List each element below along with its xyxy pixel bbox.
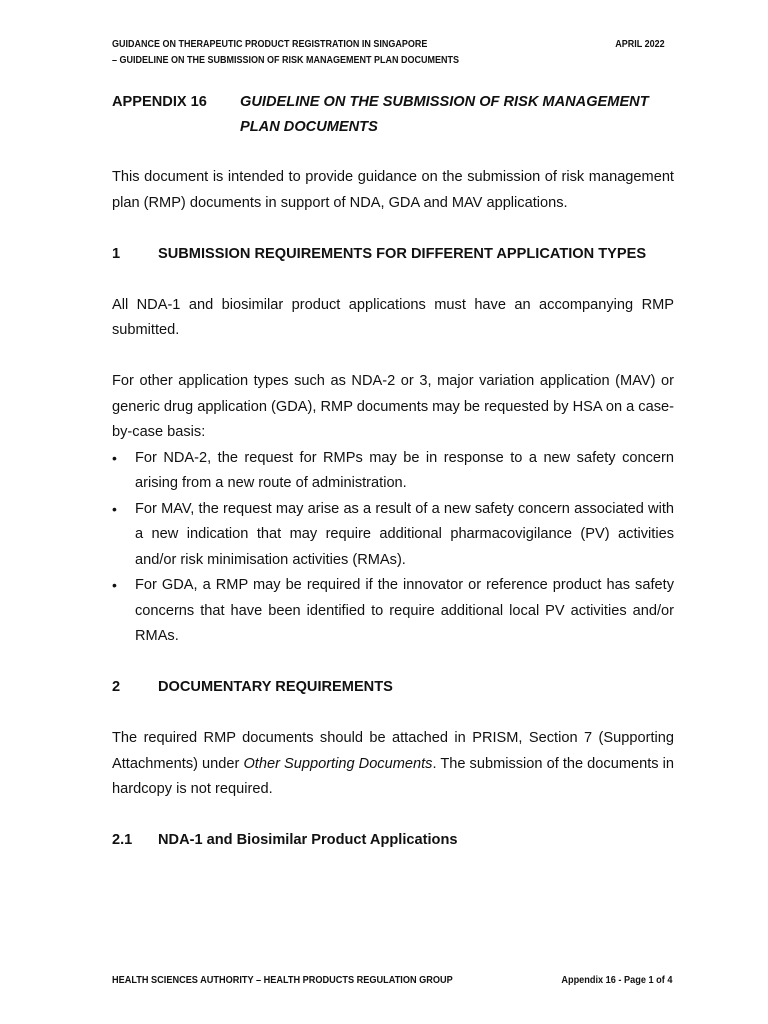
intro-paragraph: This document is intended to provide guidance on the submission of risk management plan (RMP) documents in support of NDA, GDA and MAV applications.	[112, 169, 674, 211]
supporting-documents-term: Other Supporting Documents	[243, 755, 433, 772]
application-type-list	[112, 446, 674, 650]
appendix-title-line1: GUIDELINE ON THE SUBMISSION OF RISK MANAGEMENT	[240, 94, 649, 110]
list-item: • For MAV, the request may arise as a result of a new safety concern associated with a new indication that may require additional pharmacovigilance (PV) activities and/or risk minimisation activities (RMAs).	[112, 497, 674, 574]
footer-page-number: Appendix 16 - Page 1 of 4	[560, 975, 672, 986]
header-subtitle: – GUIDELINE ON THE SUBMISSION OF RISK MANAGEMENT PLAN DOCUMENTS	[112, 55, 460, 66]
document-body	[112, 165, 674, 854]
appendix-number: APPENDIX 16	[112, 94, 207, 110]
page-header	[112, 37, 665, 69]
section-1-paragraph-2: For other application types such as NDA-2 or 3, major variation application (MAV) or generic drug application (GDA), RMP documents may be requested by HSA on a case-by-case basis:	[112, 373, 674, 440]
section-2-1-number: 2.1	[112, 832, 133, 848]
appendix-title	[240, 90, 685, 140]
header-date: APRIL 2022	[615, 39, 665, 50]
section-1-paragraph-1: All NDA-1 and biosimilar product applications must have an accompanying RMP submitted.	[112, 296, 674, 338]
section-2-number: 2	[112, 679, 121, 695]
bullet-icon: •	[112, 577, 117, 593]
section-2-heading	[112, 675, 674, 701]
appendix-title-line2: PLAN DOCUMENTS	[240, 119, 378, 135]
bullet-icon: •	[112, 449, 117, 466]
footer-authority: HEALTH SCIENCES AUTHORITY – HEALTH PRODUCTS REGULATION GROUP	[112, 975, 453, 986]
section-1-title: SUBMISSION REQUIREMENTS FOR DIFFERENT APPLICATION TYPES	[158, 245, 647, 262]
header-title: GUIDANCE ON THERAPEUTIC PRODUCT REGISTRATION IN SINGAPORE	[112, 39, 428, 50]
bullet-icon: •	[112, 500, 117, 517]
section-2-paragraph: The required RMP documents should be attached in PRISM, Section 7 (Supporting Attachments) under Other Supporting Documents. The submission of the documents in hardcopy is not required.	[112, 730, 674, 797]
list-item: • For GDA, a RMP may be required if the innovator or reference product has safety concerns that have been identified to require additional local PV activities and/or RMAs.	[112, 573, 674, 650]
section-2-title: DOCUMENTARY REQUIREMENTS	[158, 679, 393, 695]
section-1-heading	[112, 242, 674, 268]
section-1-number: 1	[112, 245, 121, 262]
section-2-1-heading	[112, 828, 674, 854]
list-item: • For NDA-2, the request for RMPs may be in response to a new safety concern arising from a new route of administration.	[112, 446, 674, 497]
section-2-1-title: NDA-1 and Biosimilar Product Applications	[158, 832, 458, 848]
